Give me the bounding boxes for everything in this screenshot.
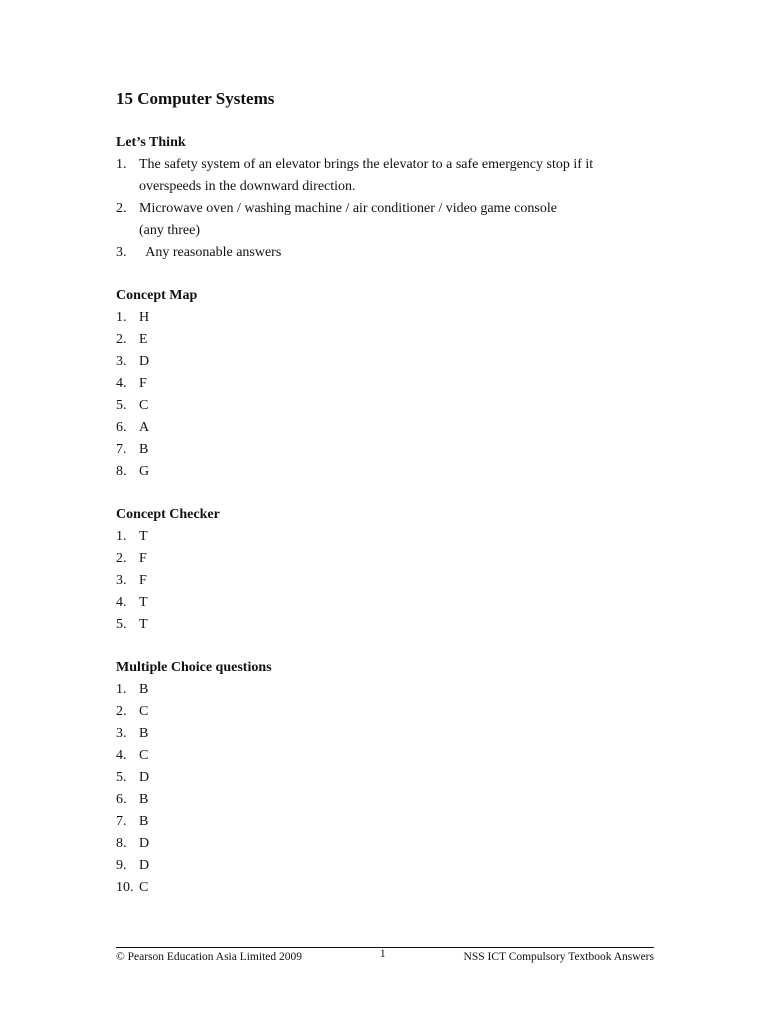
answer-item <box>116 439 676 461</box>
answer-line: B <box>139 814 149 829</box>
section-concept-map <box>116 285 676 483</box>
answer-list <box>116 154 676 264</box>
answer-text <box>139 461 676 483</box>
answer-text <box>139 329 676 351</box>
section-concept-checker <box>116 504 676 636</box>
answer-item <box>116 570 676 592</box>
answer-number: 7. <box>116 814 127 829</box>
answer-item <box>116 679 676 701</box>
answer-line: T <box>139 595 148 610</box>
answer-line: D <box>139 354 150 369</box>
answer-line: C <box>139 704 149 719</box>
answer-line: G <box>139 464 150 479</box>
footer-copyright: © Pearson Education Asia Limited 2009 <box>116 951 302 963</box>
answer-text <box>139 833 676 855</box>
answer-line: Microwave oven / washing machine / air conditioner / video game console <box>139 201 557 216</box>
answer-number: 1. <box>116 310 127 325</box>
answer-number: 10. <box>116 880 134 895</box>
answer-text <box>139 811 676 833</box>
answer-text <box>139 789 676 811</box>
answer-item <box>116 548 676 570</box>
answer-line: D <box>139 836 150 851</box>
answer-number: 8. <box>116 836 127 851</box>
answer-text <box>139 395 676 417</box>
answer-line: B <box>139 442 149 457</box>
answer-line: D <box>139 858 150 873</box>
answer-line: T <box>139 529 148 544</box>
answer-line: D <box>139 770 150 785</box>
answer-line: A <box>139 420 150 435</box>
page-title: 15 Computer Systems <box>116 89 275 108</box>
answer-number: 1. <box>116 682 127 697</box>
answer-text <box>139 198 676 242</box>
answer-line: H <box>139 310 150 325</box>
section-heading: Let’s Think <box>116 135 186 150</box>
answer-number: 4. <box>116 595 127 610</box>
answer-line: F <box>139 573 147 588</box>
answer-item <box>116 855 676 877</box>
answer-number: 2. <box>116 332 127 347</box>
answer-item <box>116 242 676 264</box>
answer-number: 7. <box>116 442 127 457</box>
answer-item <box>116 154 676 198</box>
answer-line: C <box>139 748 149 763</box>
answer-text <box>139 373 676 395</box>
answer-number: 6. <box>116 420 127 435</box>
answer-text <box>139 614 676 636</box>
answer-number: 5. <box>116 398 127 413</box>
answer-number: 3. <box>116 354 127 369</box>
answer-text <box>139 679 676 701</box>
answer-text <box>139 701 676 723</box>
answer-item <box>116 592 676 614</box>
answer-item <box>116 329 676 351</box>
answer-line: B <box>139 682 149 697</box>
answer-number: 4. <box>116 376 127 391</box>
answer-number: 3. <box>116 573 127 588</box>
answer-number: 2. <box>116 704 127 719</box>
answer-line: Any reasonable answers <box>139 245 282 260</box>
answer-number: 4. <box>116 748 127 763</box>
answer-text <box>139 570 676 592</box>
answer-line: F <box>139 551 147 566</box>
answer-number: 8. <box>116 464 127 479</box>
answer-item <box>116 351 676 373</box>
answer-item <box>116 417 676 439</box>
answer-item <box>116 745 676 767</box>
answer-line: C <box>139 880 149 895</box>
section-lets-think <box>116 132 676 264</box>
section-heading: Concept Map <box>116 288 198 303</box>
answer-item <box>116 877 676 899</box>
answer-text <box>139 548 676 570</box>
answer-text <box>139 592 676 614</box>
answer-item <box>116 811 676 833</box>
answer-text <box>139 307 676 329</box>
answer-number: 5. <box>116 617 127 632</box>
answer-line: E <box>139 332 148 347</box>
answer-line: B <box>139 792 149 807</box>
section-heading: Concept Checker <box>116 507 220 522</box>
answer-text <box>139 767 676 789</box>
answer-line: C <box>139 398 149 413</box>
answer-item <box>116 701 676 723</box>
answer-text <box>139 855 676 877</box>
answer-line: The safety system of an elevator brings the elevator to a safe emergency stop if it <box>139 157 594 172</box>
answer-text <box>139 723 676 745</box>
answer-text <box>139 154 676 198</box>
answer-item <box>116 789 676 811</box>
answer-line: (any three) <box>139 223 201 238</box>
answer-item <box>116 461 676 483</box>
answer-item <box>116 614 676 636</box>
footer-book-title: NSS ICT Compulsory Textbook Answers <box>463 951 654 963</box>
page-footer <box>116 949 654 965</box>
answer-number: 1. <box>116 157 127 172</box>
answer-number: 3. <box>116 245 127 260</box>
answer-number: 3. <box>116 726 127 741</box>
answer-line: overspeeds in the downward direction. <box>139 179 356 194</box>
answer-text <box>139 439 676 461</box>
answer-item <box>116 373 676 395</box>
answer-item <box>116 395 676 417</box>
answer-number: 2. <box>116 551 127 566</box>
answer-line: T <box>139 617 148 632</box>
answer-item <box>116 307 676 329</box>
answer-line: B <box>139 726 149 741</box>
answer-text <box>139 351 676 373</box>
answer-text <box>139 242 676 264</box>
answer-number: 6. <box>116 792 127 807</box>
answer-list <box>116 526 676 636</box>
answer-number: 9. <box>116 858 127 873</box>
answer-item <box>116 723 676 745</box>
answer-text <box>139 417 676 439</box>
answer-text <box>139 526 676 548</box>
page-number: 1 <box>379 948 386 960</box>
answer-list <box>116 307 676 483</box>
answer-number: 1. <box>116 529 127 544</box>
answer-number: 2. <box>116 201 127 216</box>
answer-number: 5. <box>116 770 127 785</box>
answer-item <box>116 198 676 242</box>
answer-line: F <box>139 376 147 391</box>
answer-list <box>116 679 676 899</box>
section-heading: Multiple Choice questions <box>116 660 272 675</box>
answer-item <box>116 767 676 789</box>
answer-text <box>139 745 676 767</box>
section-multiple-choice <box>116 657 676 899</box>
answer-item <box>116 526 676 548</box>
answer-item <box>116 833 676 855</box>
answer-text <box>139 877 676 899</box>
